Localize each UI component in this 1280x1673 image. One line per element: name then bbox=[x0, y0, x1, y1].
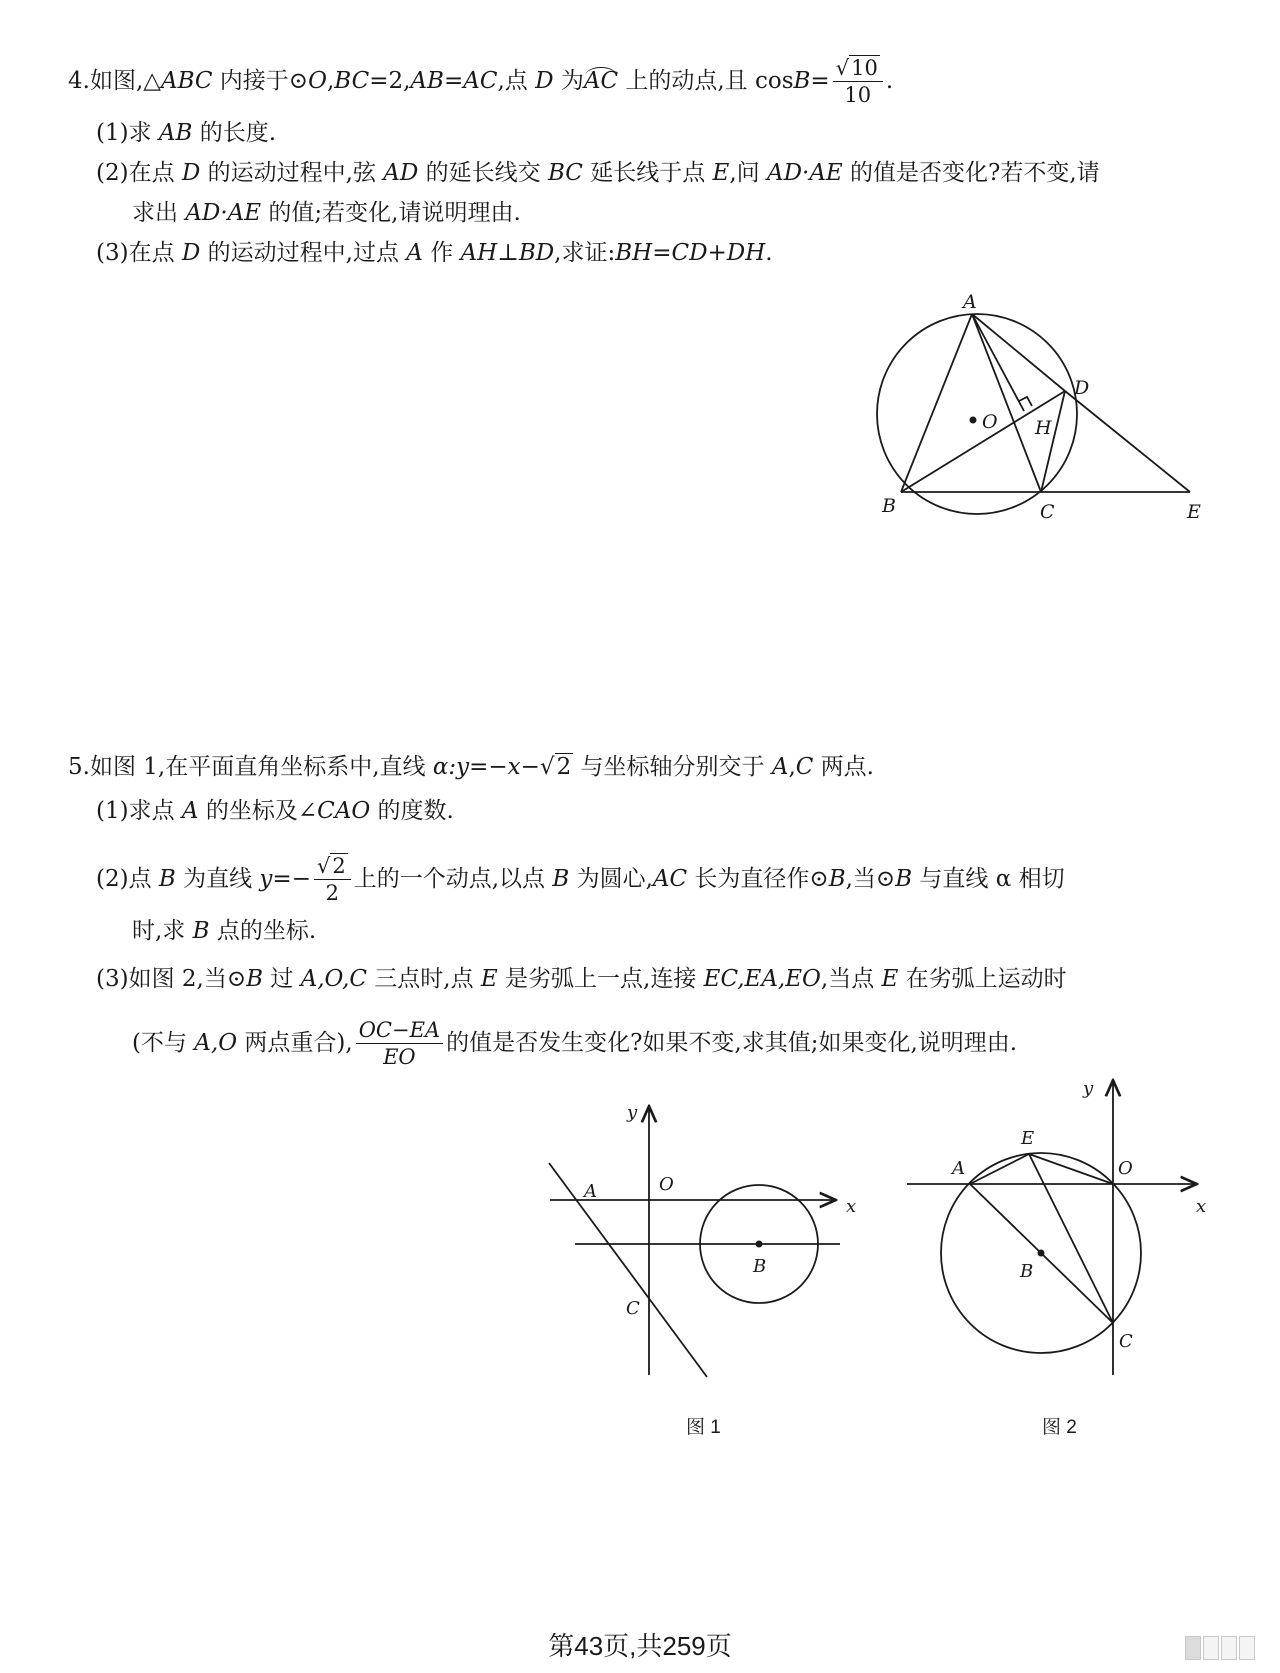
q5-part2-line2: 时,求 B 点的坐标. bbox=[132, 918, 317, 944]
scroll-segment[interactable] bbox=[1203, 1636, 1219, 1660]
fig2-label-y: y bbox=[1083, 1078, 1094, 1099]
q4-label-d: D bbox=[1074, 377, 1090, 399]
scroll-segment[interactable] bbox=[1185, 1636, 1201, 1660]
fig1-label-o: O bbox=[659, 1174, 674, 1195]
fig2-label-b: B bbox=[1020, 1261, 1034, 1282]
fig2-label-c: C bbox=[1119, 1331, 1133, 1352]
page-indicator: 第43页,共259页 bbox=[548, 1631, 732, 1661]
arc-ac: AC bbox=[583, 68, 619, 94]
fig2-caption: 图 2 bbox=[1042, 1417, 1077, 1438]
fig1-label-b: B bbox=[753, 1256, 767, 1277]
q5-part3-line1: (3)如图 2,当⊙B 过 A,O,C 三点时,点 E 是劣弧上一点,连接 EC,EA,EO,当点 E 在劣弧上运动时 bbox=[96, 966, 1067, 992]
fig1-label-a: A bbox=[584, 1181, 597, 1202]
q4-part2-line2: 求出 AD·AE 的值;若变化,请说明理由. bbox=[132, 200, 521, 226]
q5-part1: (1)求点 A 的坐标及∠CAO 的度数. bbox=[96, 798, 454, 824]
q4-stem: 4.如图,△ABC 内接于⊙O,BC=2,AB=AC,点 D 为AC 上的动点,且 cosB= $\frac{√10}{10}$ . bbox=[68, 56, 894, 107]
q4-label-h: H bbox=[1035, 417, 1052, 439]
fig1-label-x: x bbox=[846, 1196, 857, 1217]
cos-b-fraction: $\frac{√10}{10}$ bbox=[833, 58, 883, 106]
q4-label-b: B bbox=[882, 495, 896, 517]
scroll-segment[interactable] bbox=[1239, 1636, 1255, 1660]
q5-fraction-root2-over-2: $\frac{√2}{2}$ bbox=[314, 856, 351, 904]
q4-label-c: C bbox=[1040, 501, 1055, 523]
scroll-segment[interactable] bbox=[1221, 1636, 1237, 1660]
q4-part3: (3)在点 D 的运动过程中,过点 A 作 AH⊥BD,求证:BH=CD+DH. bbox=[96, 240, 773, 266]
q4-label-a: A bbox=[963, 291, 977, 313]
fig2-label-o: O bbox=[1118, 1158, 1133, 1179]
fig1-label-y: y bbox=[627, 1102, 638, 1123]
q4-part2-line1: (2)在点 D 的运动过程中,弦 AD 的延长线交 BC 延长线于点 E,问 AD·AE 的值是否变化?若不变,请 bbox=[96, 160, 1100, 186]
fig2-label-e: E bbox=[1021, 1128, 1035, 1149]
q4-label-e: E bbox=[1187, 501, 1201, 523]
page-scrollbar[interactable] bbox=[1185, 1636, 1255, 1660]
q5-fraction-oc-ea-over-eo: $\frac{OC-EA}{EO}$ bbox=[356, 1020, 443, 1068]
fig1-label-c: C bbox=[626, 1298, 640, 1319]
q4-label-o: O bbox=[982, 411, 998, 433]
q4-part1: (1)求 AB 的长度. bbox=[96, 120, 277, 146]
fig2-segment-ae bbox=[970, 1154, 1029, 1184]
fig2-center-b bbox=[1038, 1250, 1045, 1257]
q5-part3-line2: (不与 A,O 两点重合), $\frac{OC-EA}{EO}$ 的值是否发生变化?如果不变,求其值;如果变化,说明理由. bbox=[132, 1018, 1018, 1069]
fig2-label-a: A bbox=[952, 1158, 965, 1179]
fig1-caption: 图 1 bbox=[686, 1417, 721, 1438]
fig2-label-x: x bbox=[1196, 1196, 1207, 1217]
q5-part2-line1: (2)点 B 为直线 y=− $\frac{√2}{2}$ 上的一个动点,以点 B 为圆心,AC 长为直径作⊙B,当⊙B 与直线 α 相切 bbox=[96, 854, 1065, 905]
q5-stem: 5.如图 1,在平面直角坐标系中,直线 α:y=−x−√2 与坐标轴分别交于 A,C 两点. bbox=[68, 754, 874, 780]
